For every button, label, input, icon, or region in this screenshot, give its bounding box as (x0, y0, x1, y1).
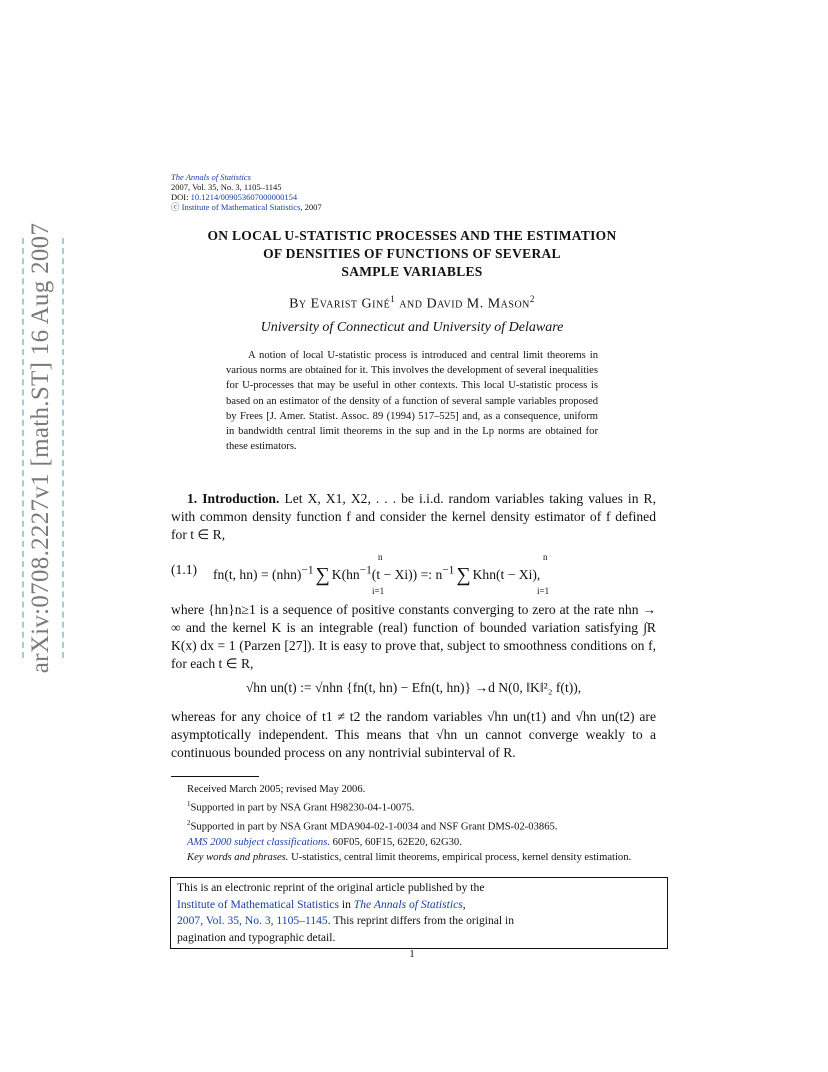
sum-2-upper: n (543, 552, 548, 562)
eq1-rhs: Khn(t − Xi), (472, 567, 541, 582)
copyright-icon: ⓒ (171, 202, 180, 212)
eq1-exp-3: −1 (442, 564, 455, 577)
arxiv-stamp[interactable]: arXiv:0708.2227v1 [math.ST] 16 Aug 2007 (27, 222, 54, 674)
ams-codes: 60F05, 60F15, 62E20, 62G30. (330, 836, 462, 848)
sum-2-lower: i=1 (537, 586, 550, 596)
equation-1-1 (171, 552, 656, 596)
journal-link[interactable]: The Annals of Statistics (353, 897, 463, 911)
reprint-rest: . This reprint differs from the original in (327, 914, 515, 927)
footnotes (171, 782, 657, 865)
author-line (160, 294, 664, 313)
journal-volume: 2007, Vol. 35, No. 3, 1105–1145 (171, 182, 282, 192)
reprint-comma: , (462, 897, 466, 911)
eq1-exp-2: −1 (359, 564, 372, 577)
section-heading: 1. Introduction. (187, 491, 280, 506)
keywords (171, 850, 657, 865)
ams-link[interactable]: AMS 2000 subject classifications. (187, 836, 331, 848)
footnote-1-text: Supported in part by NSA Grant H98230-04-1-0075. (190, 802, 415, 814)
ams-classification (171, 835, 657, 850)
title-line-1: ON LOCAL U-STATISTIC PROCESSES AND THE ESTIMATION (207, 228, 617, 243)
eq1-mid: K(hn (331, 567, 360, 582)
ims-link[interactable]: Institute of Mathematical Statistics (177, 897, 339, 911)
footnote-1-mark: 1 (187, 800, 191, 809)
reprint-line-1: This is an electronic reprint of the original article published by the (177, 881, 485, 894)
sum-1-lower: i=1 (372, 586, 385, 596)
copyright-year: , 2007 (300, 202, 322, 212)
footnote-rule (171, 776, 259, 777)
author-1-footnote-mark[interactable]: 1 (390, 294, 396, 304)
affiliation: University of Connecticut and University of Delaware (260, 320, 564, 335)
equation-2: √hn un(t) := √nhn {fn(t, hn) − Efn(t, hn)} →d N(0, ‖K‖²₂ f(t)), (245, 680, 582, 695)
journal-header (171, 172, 322, 212)
title-line-3: SAMPLE VARIABLES (341, 264, 483, 279)
abstract: A notion of local U-statistic process is introduced and central limit theorems in various norms are obtained for it. This involves the development of several inequalities for U-processes that may be useful in other contexts. This local U-statistic process is based on an estimator of the density of a function of several sample variables proposed by Frees [J. Amer. Statist. Assoc. 89 (1994) 517–525] and, as a consequence, uniform in bandwidth central limit theorems in the sup and in the Lp norms are obtained for these estimators. (226, 350, 598, 453)
equation-number: (1.1) (171, 562, 198, 577)
title-line-2: OF DENSITIES OF FUNCTIONS OF SEVERAL (263, 246, 561, 261)
footnote-2 (171, 816, 657, 835)
author-1: Evarist Giné (310, 296, 391, 312)
author-2: David M. Mason (426, 296, 530, 312)
paper-title (160, 227, 664, 281)
author-by: By (289, 296, 307, 312)
eq1-exp-1: −1 (301, 564, 314, 577)
paragraph-3: whereas for any choice of t1 ≠ t2 the random variables √hn un(t1) and √hn un(t2) are asymptotically independent. This means that √hn un cannot converge weakly to a continuous bounded process on any nontrivial subinterval of R. (171, 709, 656, 760)
eq1-mid-2: (t − Xi)) =: n (371, 567, 443, 582)
doi-link[interactable]: 10.1214/009053607000000154 (190, 192, 298, 202)
introduction-paragraph (171, 490, 656, 544)
journal-name[interactable]: The Annals of Statistics (171, 172, 251, 182)
footnote-2-text: Supported in part by NSA Grant MDA904-02-1-0034 and NSF Grant DMS-02-03865. (190, 821, 558, 833)
author-2-footnote-mark[interactable]: 2 (529, 294, 535, 304)
eq1-lhs: fn(t, hn) = (nhn) (213, 567, 302, 582)
keywords-text: U-statistics, central limit theorems, empirical process, kernel density estimation. (288, 851, 632, 863)
copyright-holder-link[interactable]: Institute of Mathematical Statistics (181, 202, 301, 212)
footnote-2-mark: 2 (187, 818, 191, 827)
paragraph-2: where {hn}n≥1 is a sequence of positive constants converging to zero at the rate nhn → ∞ and the kernel K is an integrable (real) function of bounded variation satisfying ∫R K(x) dx = 1 (Parzen [27]). It is easy to prove that, subject to smoothness conditions on f, for each t ∈ R, (171, 602, 656, 671)
citation-link[interactable]: 2007, Vol. 35, No. 3, 1105–1145 (177, 914, 328, 927)
reprint-line-4: pagination and typographic detail. (177, 930, 336, 944)
sum-1-upper: n (378, 552, 383, 562)
received-note: Received March 2005; revised May 2006. (187, 784, 366, 795)
reprint-in: in (338, 897, 354, 911)
introduction-text: Let X, X1, X2, . . . be i.i.d. random variables taking values in R, with common density function f and consider the kernel density estimator of f defined for t ∈ R, (171, 491, 656, 542)
doi-label: DOI: (171, 192, 191, 202)
equation-1-expression (213, 562, 540, 585)
author-and: and (399, 296, 423, 312)
sum-icon: ∑ (315, 564, 330, 586)
page-number: 1 (409, 948, 415, 960)
keywords-label: Key words and phrases. (187, 851, 289, 863)
footnote-1 (171, 797, 657, 816)
reprint-notice-box (170, 877, 668, 949)
sum-icon: ∑ (456, 564, 471, 586)
